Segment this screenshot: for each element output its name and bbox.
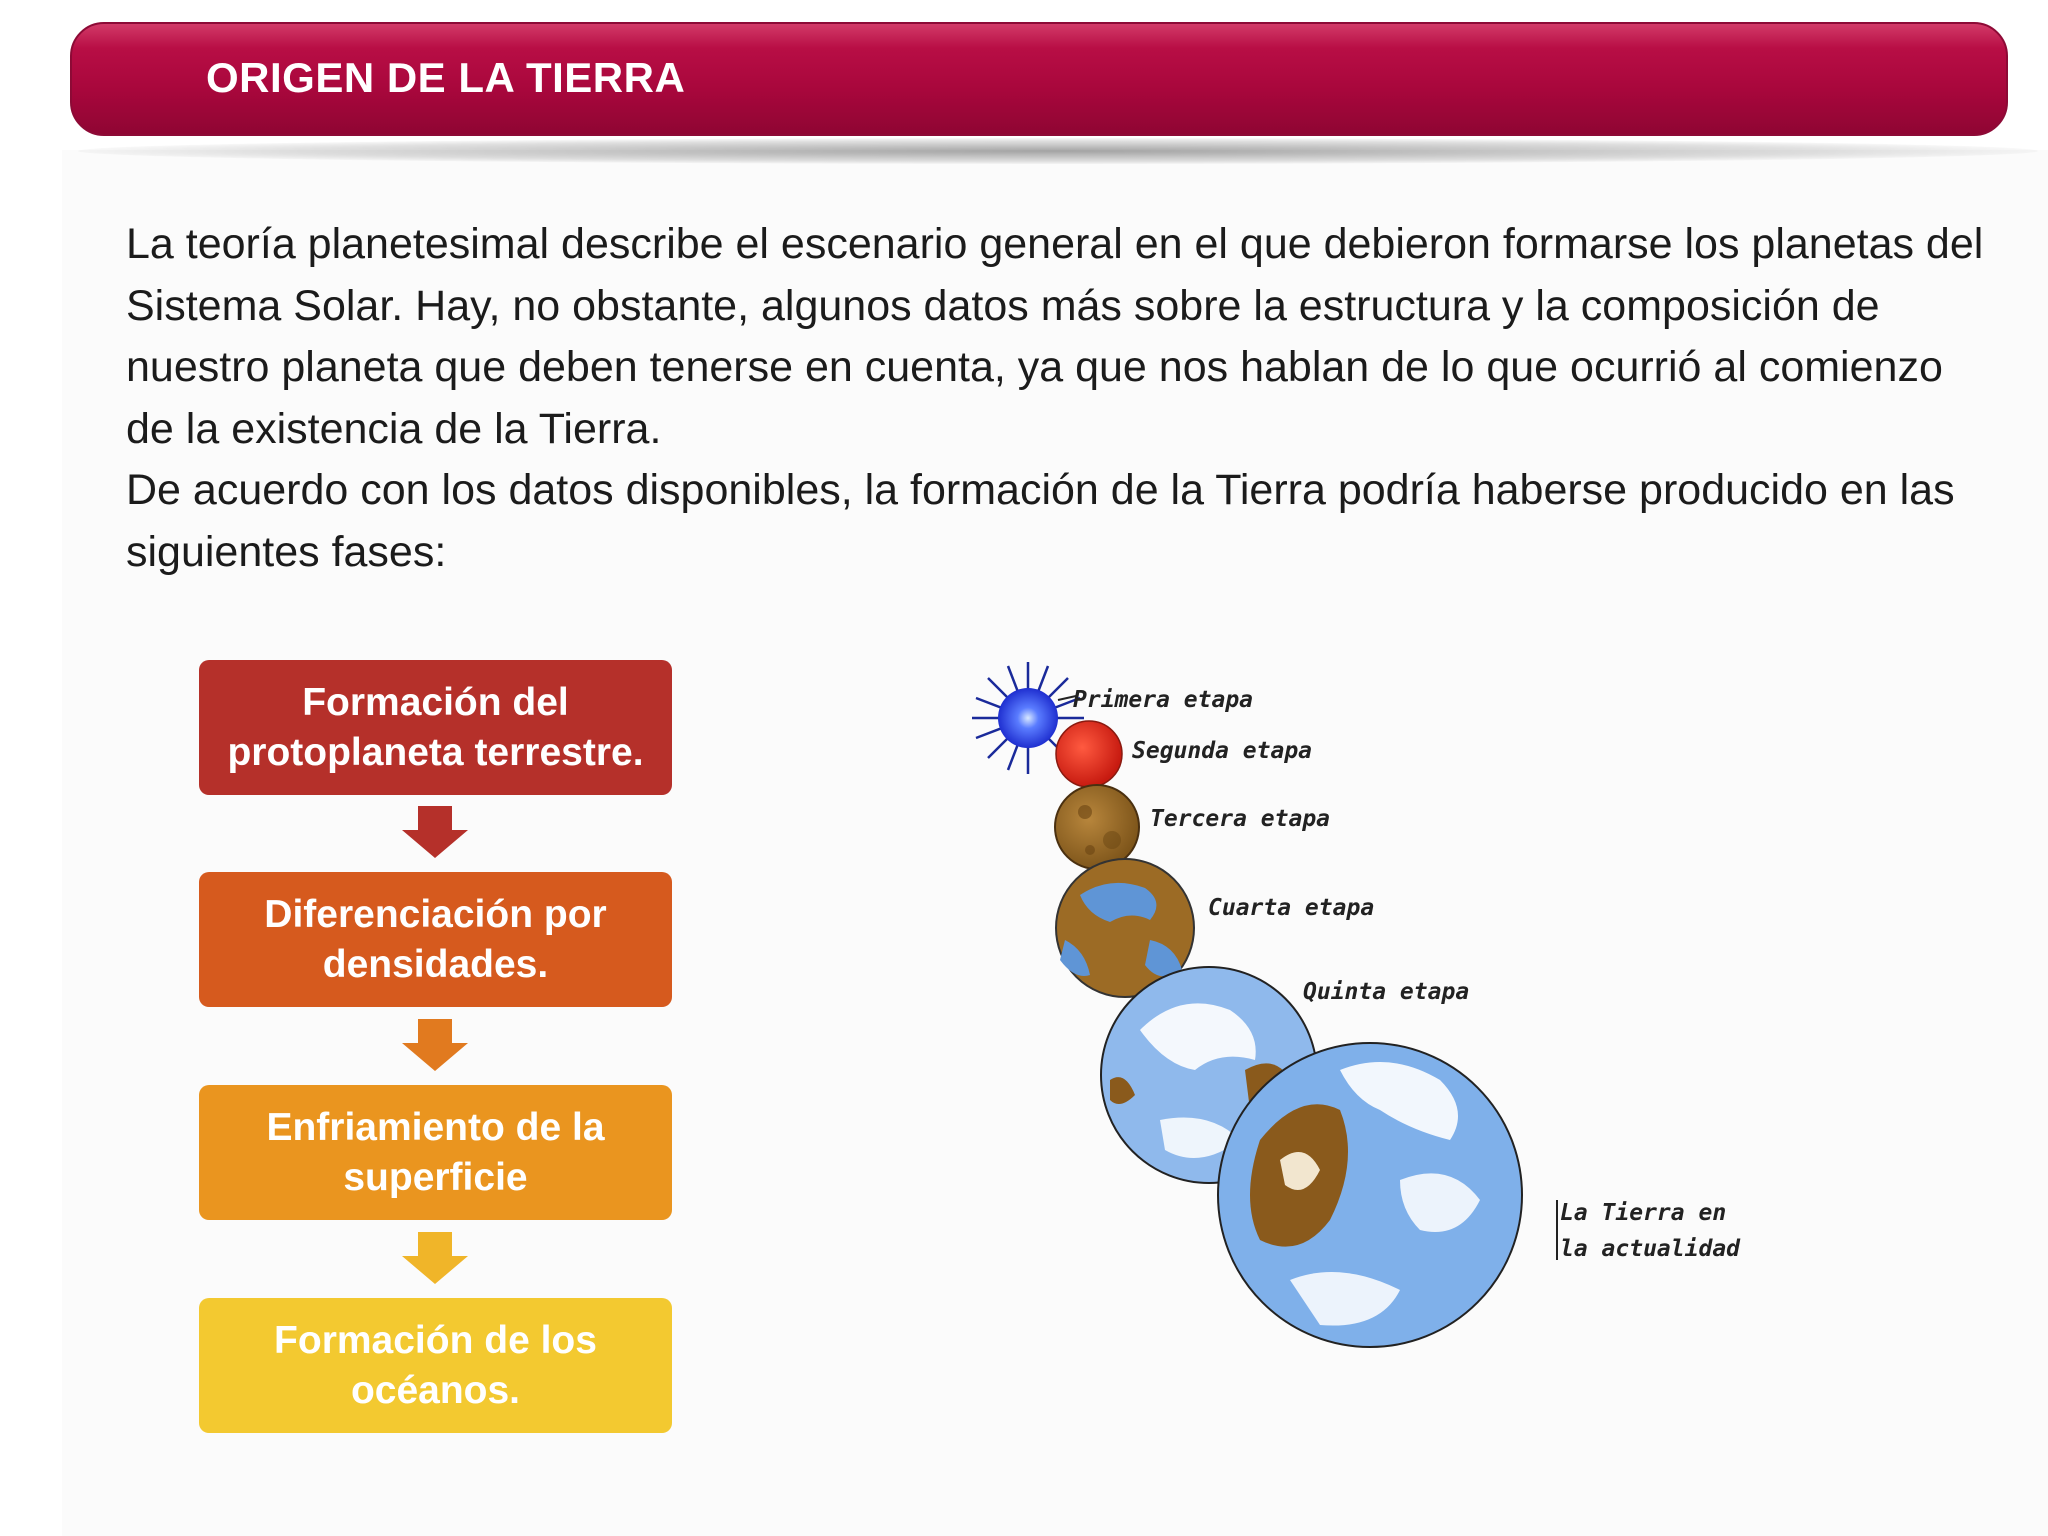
flow-step-text: Formación del (302, 680, 569, 724)
today-label-line1: La Tierra en (1560, 1200, 1727, 1226)
down-arrow-icon (402, 1019, 468, 1071)
stage1-label: Primera etapa (1073, 687, 1254, 713)
earth-today-icon (1218, 1043, 1522, 1347)
earth-formation-diagram (960, 640, 1760, 1360)
flow-step-text: Diferenciación por (264, 892, 607, 936)
stage3-label: Tercera etapa (1150, 806, 1331, 832)
page-title: ORIGEN DE LA TIERRA (206, 54, 686, 101)
down-arrow-icon (402, 806, 468, 858)
flow-step-text: protoplaneta terrestre. (227, 730, 644, 774)
intro-paragraph-2: De acuerdo con los datos disponibles, la formación de la Tierra podría haberse producido en las siguientes fases: (126, 466, 1955, 576)
flow-step-oceans (199, 1298, 672, 1433)
flow-step-text: densidades. (322, 942, 549, 986)
flow-step-text: Formación de los (274, 1318, 597, 1362)
down-arrow-icon (402, 1232, 468, 1284)
intro-text (126, 214, 1986, 583)
header-shadow (78, 138, 2038, 164)
stage4-label: Cuarta etapa (1208, 895, 1375, 921)
today-label-line2: la actualidad (1560, 1236, 1741, 1262)
stage2-label: Segunda etapa (1132, 738, 1313, 764)
flow-step-text: superficie (343, 1155, 528, 1199)
intro-paragraph-1: La teoría planetesimal describe el escenario general en el que debieron formarse los planetas del Sistema Solar. Hay, no obstante, algunos datos más sobre la estructura y la composición de nuestro planeta que deben tenerse en cuenta, ya que nos hablan de lo que ocurrió al comienzo de la existencia de la Tierra. (126, 220, 1984, 453)
stage2-planet-icon (1056, 721, 1122, 787)
flow-step-cooling (199, 1085, 672, 1220)
stage3-planet-icon (1055, 785, 1139, 869)
flow-step-density (199, 872, 672, 1007)
flow-step-protoplanet (199, 660, 672, 795)
flow-step-text: océanos. (350, 1368, 521, 1412)
stage5-label: Quinta etapa (1303, 979, 1470, 1005)
flow-step-text: Enfriamiento de la (266, 1105, 605, 1149)
